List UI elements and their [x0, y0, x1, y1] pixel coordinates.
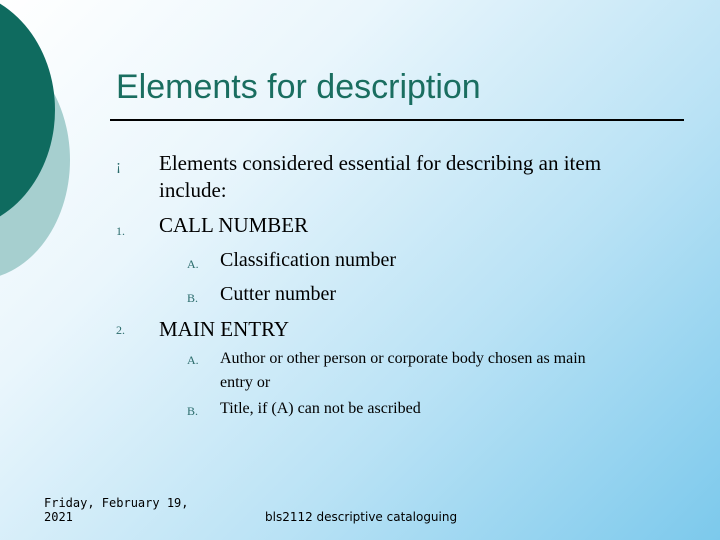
footer-course-label: bls2112 descriptive cataloguing [265, 510, 458, 524]
footer-date-line1: Friday, February 19, [44, 496, 189, 510]
main-entry-heading: MAIN ENTRY [159, 317, 290, 341]
title-underline [110, 119, 684, 121]
footer-date-line2: 2021 [44, 510, 73, 524]
essential-elements-line1: Elements considered essential for describing an item [159, 151, 602, 175]
sub-marker-a: A. [187, 257, 199, 271]
author-item-line2: entry or [220, 374, 271, 391]
cutter-number-item: Cutter number [220, 283, 337, 305]
ring-bullet-icon: ¡ [116, 158, 121, 174]
sub-marker-a: A. [187, 353, 199, 367]
list-marker-2: 2. [116, 323, 125, 337]
list-marker-1: 1. [116, 224, 125, 238]
sub-marker-b: B. [187, 404, 199, 418]
classification-number-item: Classification number [220, 249, 397, 271]
author-item-line1: Author or other person or corporate body chosen as main [220, 350, 586, 367]
sub-marker-b: B. [187, 291, 199, 305]
slide-title: Elements for description [116, 68, 481, 106]
call-number-heading: CALL NUMBER [159, 213, 309, 237]
title-item: Title, if (A) can not be ascribed [220, 400, 421, 417]
essential-elements-line2: include: [159, 178, 227, 202]
